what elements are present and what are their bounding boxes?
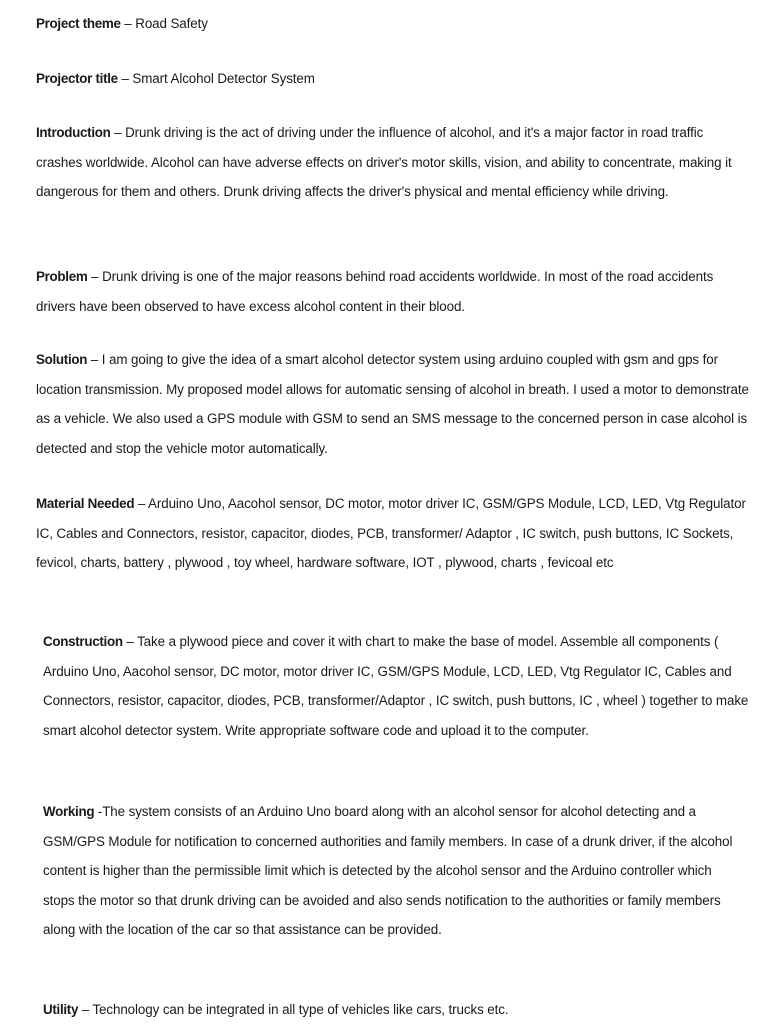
utility-paragraph: [43, 995, 743, 1025]
utility-text: – Technology can be integrated in all type of vehicles like cars, trucks etc.: [78, 1002, 509, 1017]
problem-paragraph: [36, 262, 744, 321]
working-paragraph: [43, 797, 739, 945]
project-theme-label: Project theme: [36, 16, 121, 31]
construction-text: – Take a plywood piece and cover it with chart to make the base of model. Assemble all components ( Arduino Uno, Aacohol sensor, DC motor, motor driver IC, GSM/GPS Module, LCD, LED, Vtg Regulator IC, Cables and Connectors, resistor, capacitor, diodes, PCB, transformer/Adaptor , IC switch, push buttons, IC , wheel ) together to make smart alcohol detector system. Write appropriate software code and upload it to the computer.: [43, 634, 749, 738]
introduction-paragraph: [36, 118, 732, 207]
solution-text: – I am going to give the idea of a smart alcohol detector system using arduino coupled with gsm and gps for location transmission. My proposed model allows for automatic sensing of alcohol in breath. I used a motor to demonstrate as a vehicle. We also used a GPS module with GSM to send an SMS message to the concerned person in case alcohol is detected and stop the vehicle motor automatically.: [36, 352, 749, 456]
project-theme-line: [36, 9, 756, 39]
construction-label: Construction: [43, 634, 123, 649]
solution-paragraph: [36, 345, 750, 463]
problem-text: – Drunk driving is one of the major reasons behind road accidents worldwide. In most of the road accidents drivers have been observed to have excess alcohol content in their blood.: [36, 269, 714, 314]
materials-text: – Arduino Uno, Aacohol sensor, DC motor, motor driver IC, GSM/GPS Module, LCD, LED, Vtg Regulator IC, Cables and Connectors, resistor, capacitor, diodes, PCB, transformer/ Adaptor , IC switch, push buttons, IC Sockets, fevicol, charts, battery , plywood , toy wheel, hardware software, IOT , plywood, charts , fevicoal etc: [36, 496, 746, 570]
introduction-label: Introduction: [36, 125, 111, 140]
problem-label: Problem: [36, 269, 88, 284]
materials-label: Material Needed: [36, 496, 135, 511]
working-label: Working: [43, 804, 95, 819]
project-title-value: – Smart Alcohol Detector System: [117, 71, 315, 86]
project-theme-value: – Road Safety: [120, 16, 208, 31]
solution-label: Solution: [36, 352, 88, 367]
project-title-line: [36, 64, 756, 94]
project-title-label: Projector title: [36, 71, 118, 86]
working-text: -The system consists of an Arduino Uno board along with an alcohol sensor for alcohol detecting and a GSM/GPS Module for notification to concerned authorities and family members. In case of a drunk driver, if the alcohol content is higher than the permissible limit which is detected by the alcohol sensor and the Arduino controller which stops the motor so that drunk driving can be avoided and also sends notification to the authorities or family members along with the location of the car so that assistance can be provided.: [43, 804, 733, 937]
materials-paragraph: [36, 489, 752, 578]
utility-label: Utility: [43, 1002, 79, 1017]
introduction-text: – Drunk driving is the act of driving under the influence of alcohol, and it's a major factor in road traffic crashes worldwide. Alcohol can have adverse effects on driver's motor skills, vision, and ability to concentrate, making it dangerous for them and others. Drunk driving affects the driver's physical and mental efficiency while driving.: [36, 125, 732, 199]
construction-paragraph: [43, 627, 751, 745]
